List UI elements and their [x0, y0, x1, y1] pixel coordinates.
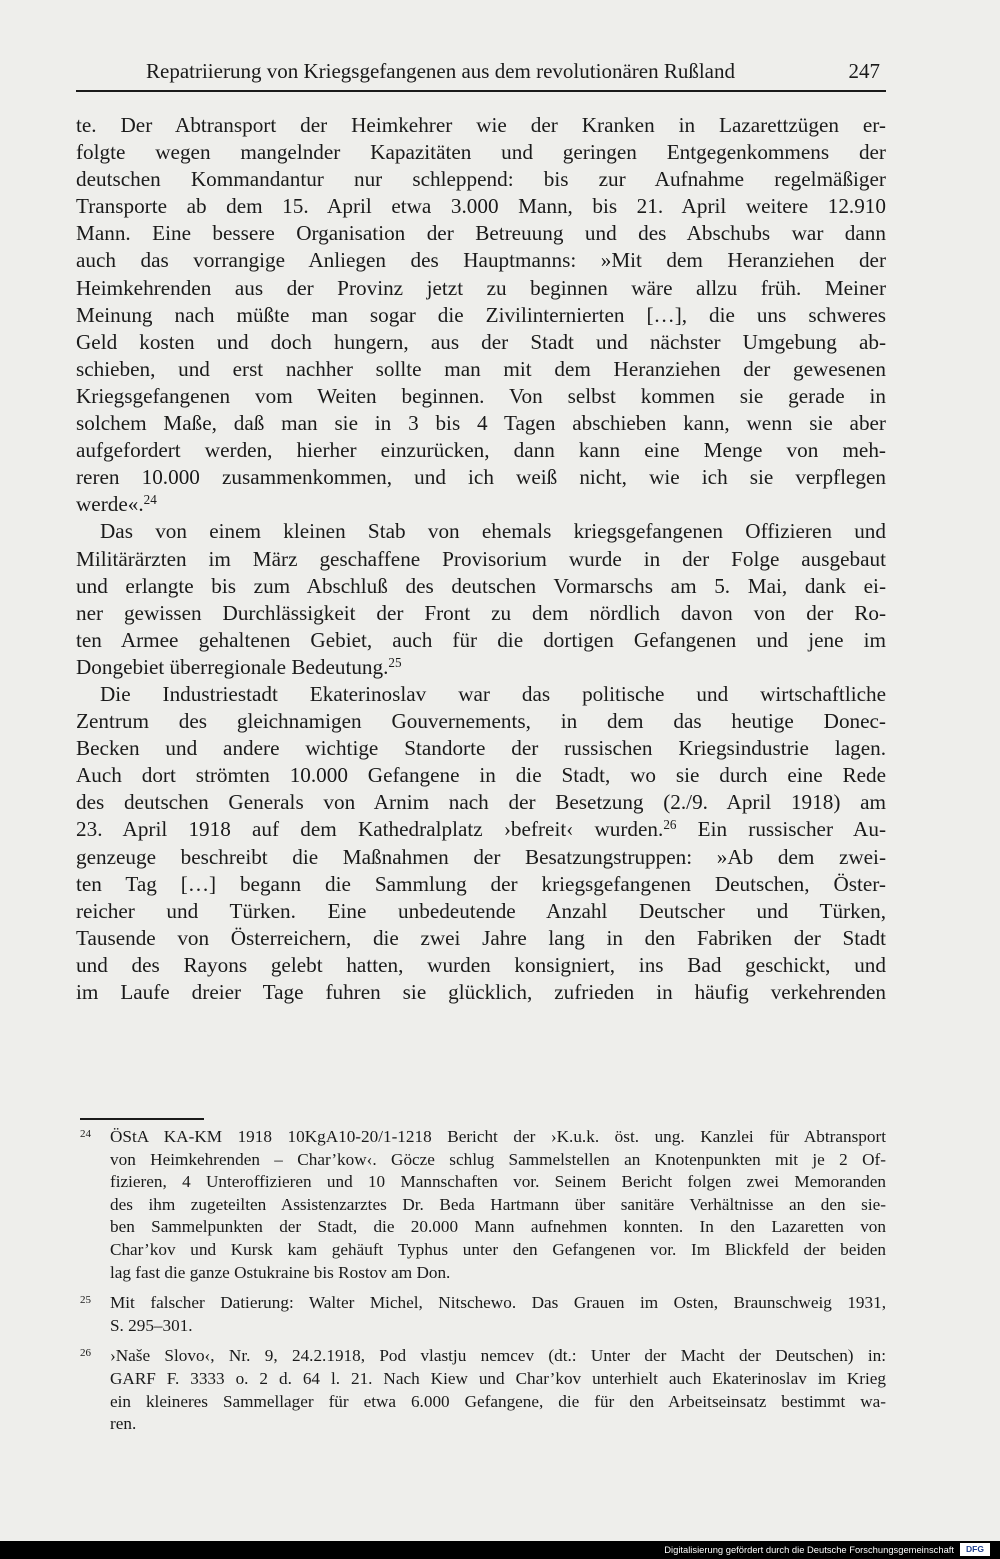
body-line: Auch dort strömten 10.000 Gefangene in die Stadt, wo sie durch eine Rede — [76, 763, 886, 788]
body-line: Becken und andere wichtige Standorte der russischen Kriegsindustrie lagen. — [76, 736, 886, 761]
footnote-line: ›Naše Slovo‹, Nr. 9, 24.2.1918, Pod vlastju nemcev (dt.: Unter der Macht der Deutschen) in: — [110, 1346, 886, 1366]
footnote-number: 24 — [80, 1128, 91, 1140]
dfg-logo: DFG — [960, 1543, 990, 1556]
body-line: Tausende von Österreichern, die zwei Jahre lang in den Fabriken der Stadt — [76, 925, 886, 950]
footnote-number: 25 — [80, 1294, 91, 1307]
page-number: 247 — [848, 59, 880, 83]
footnote-line: lag fast die ganze Ostukraine bis Rostov am Don. — [110, 1262, 451, 1282]
footnote-24 — [80, 1126, 886, 1284]
footnote-ref-25[interactable]: 25 — [388, 654, 402, 670]
footnote-25 — [80, 1292, 886, 1337]
body-line-text: werde«. — [76, 492, 144, 517]
body-line — [76, 491, 886, 518]
body-line: Geld kosten und doch hungern, aus der Stadt und nächster Umgebung ab- — [76, 329, 886, 354]
body-line: ten Armee gehaltenen Gebiet, auch für die dortigen Gefangenen und jene im — [76, 627, 886, 652]
footnote-line: von Heimkehrenden – Char’kow‹. Göcze schlug Sammelstellen an Knotenpunkten mit je 2 Of- — [110, 1149, 886, 1169]
body-line-text: 23. April 1918 auf dem Kathedralplatz ›befreit‹ wurden. — [76, 817, 664, 842]
body-line: solchem Maße, daß man sie in 3 bis 4 Tagen abschieben kann, wenn sie aber — [76, 411, 886, 436]
paragraph-start: Das von einem kleinen Stab von ehemals kriegsgefangenen Offizieren und — [100, 519, 886, 544]
body-line: Kriegsgefangenen vom Weiten beginnen. Von selbst kommen sie gerade in — [76, 383, 886, 408]
footnote-line: S. 295–301. — [110, 1315, 193, 1335]
body-line — [76, 654, 886, 681]
body-line: deutschen Kommandantur nur schleppend: bis zur Aufnahme regelmäßiger — [76, 167, 886, 192]
body-line: ten Tag […] begann die Sammlung der kriegsgefangenen Deutschen, Öster- — [76, 871, 886, 896]
body-line: Transporte ab dem 15. April etwa 3.000 Mann, bis 21. April weitere 12.910 — [76, 194, 886, 219]
body-line: te. Der Abtransport der Heimkehrer wie der Kranken in Lazarettzügen er- — [76, 113, 886, 137]
body-line: Militärärzten im März geschaffene Provisorium wurde in der Folge ausgebaut — [76, 546, 886, 571]
footnote-26 — [80, 1345, 886, 1435]
body-line: Heimkehrenden aus der Provinz jetzt zu beginnen wäre allzu früh. Meiner — [76, 275, 886, 300]
footnote-line: GARF F. 3333 o. 2 d. 64 l. 21. Nach Kiew und Char’kov unterhielt auch Ekaterinoslav im Krieg — [110, 1368, 886, 1388]
running-header — [76, 58, 886, 88]
body-line-text: Dongebiet überregionale Bedeutung. — [76, 654, 389, 679]
body-line: genzeuge beschreibt die Maßnahmen der Besatzungstruppen: »Ab dem zwei- — [76, 844, 886, 869]
running-header-title: Repatriierung von Kriegsgefangenen aus dem revolutionären Rußland — [146, 59, 735, 83]
footnote-line: fizieren, 4 Unteroffizieren und 10 Mannschaften vor. Seinem Bericht folgen zwei Memoranden — [110, 1172, 886, 1192]
footnote-line: Char’kov und Kursk kam gehäuft Typhus unter den Gefangenen vor. Im Blickfeld der beiden — [110, 1239, 886, 1259]
body-line-text: Ein russischer Au- — [676, 817, 886, 842]
body-line: Mann. Eine bessere Organisation der Betreuung und des Abschubs war dann — [76, 221, 886, 246]
footnote-line: des ihm zugeteilten Assistenzarztes Dr. Beda Hartmann über sanitäre Verhältnisse an den sie- — [110, 1194, 886, 1214]
header-rule — [76, 90, 886, 92]
body-line: Meinung nach müßte man sogar die Zivilinternierten […], die uns schweres — [76, 302, 886, 327]
footnotes — [80, 1126, 886, 1444]
footnote-rule — [80, 1118, 204, 1120]
footnote-line: ein kleineres Sammellager für etwa 6.000 Gefangene, die für den Arbeitseinsatz bestimmt wa- — [110, 1391, 886, 1411]
paragraph-start: Die Industriestadt Ekaterinoslav war das politische und wirtschaftliche — [100, 681, 886, 706]
footnote-line: ÖStA KA-KM 1918 10KgA10-20/1-1218 Bericht der ›K.u.k. öst. ung. Kanzlei für Abtransport — [110, 1127, 886, 1146]
body-line: des deutschen Generals von Arnim nach der Besetzung (2./9. April 1918) am — [76, 790, 886, 815]
body-line: folgte wegen mangelnder Kapazitäten und geringen Entgegenkommens der — [76, 140, 886, 165]
footnote-number: 26 — [80, 1347, 91, 1360]
footnote-line: Mit falscher Datierung: Walter Michel, Nitschewo. Das Grauen im Osten, Braunschweig 1931, — [110, 1293, 886, 1313]
body-line: aufgefordert werden, hierher einzurücken, dann kann eine Menge von meh- — [76, 438, 886, 463]
body-line: und erlangte bis zum Abschluß des deutschen Vormarschs am 5. Mai, dank ei- — [76, 573, 886, 598]
body-line: reicher und Türken. Eine unbedeutende Anzahl Deutscher und Türken, — [76, 898, 886, 923]
footnote-ref-26[interactable]: 26 — [663, 817, 677, 833]
body-line: schieben, und erst nachher sollte man mit dem Heranziehen der gewesenen — [76, 356, 886, 381]
body-line: und des Rayons gelebt hatten, wurden konsigniert, ins Bad geschickt, und — [76, 952, 886, 977]
body-line: ner gewissen Durchlässigkeit der Front zu dem nördlich davon von der Ro- — [76, 600, 886, 625]
body-line — [76, 816, 886, 843]
footnote-ref-24[interactable]: 24 — [143, 492, 157, 508]
body-line: reren 10.000 zusammenkommen, und ich weiß nicht, wie ich sie verpflegen — [76, 465, 886, 490]
body-text — [76, 112, 886, 1006]
footer-credit: Digitalisierung gefördert durch die Deutsche Forschungsgemeinschaft — [664, 1544, 954, 1555]
footnote-line: ben Sammelpunkten der Stadt, die 20.000 Mann aufnehmen konnten. In den Lazaretten von — [110, 1217, 886, 1237]
body-line: auch das vorrangige Anliegen des Hauptmanns: »Mit dem Heranziehen der — [76, 248, 886, 273]
footnote-line: ren. — [110, 1414, 137, 1434]
body-line: im Laufe dreier Tage fuhren sie glücklich, zufrieden in häufig verkehrenden — [76, 980, 886, 1004]
body-line: Zentrum des gleichnamigen Gouvernements, in dem das heutige Donec- — [76, 709, 886, 734]
